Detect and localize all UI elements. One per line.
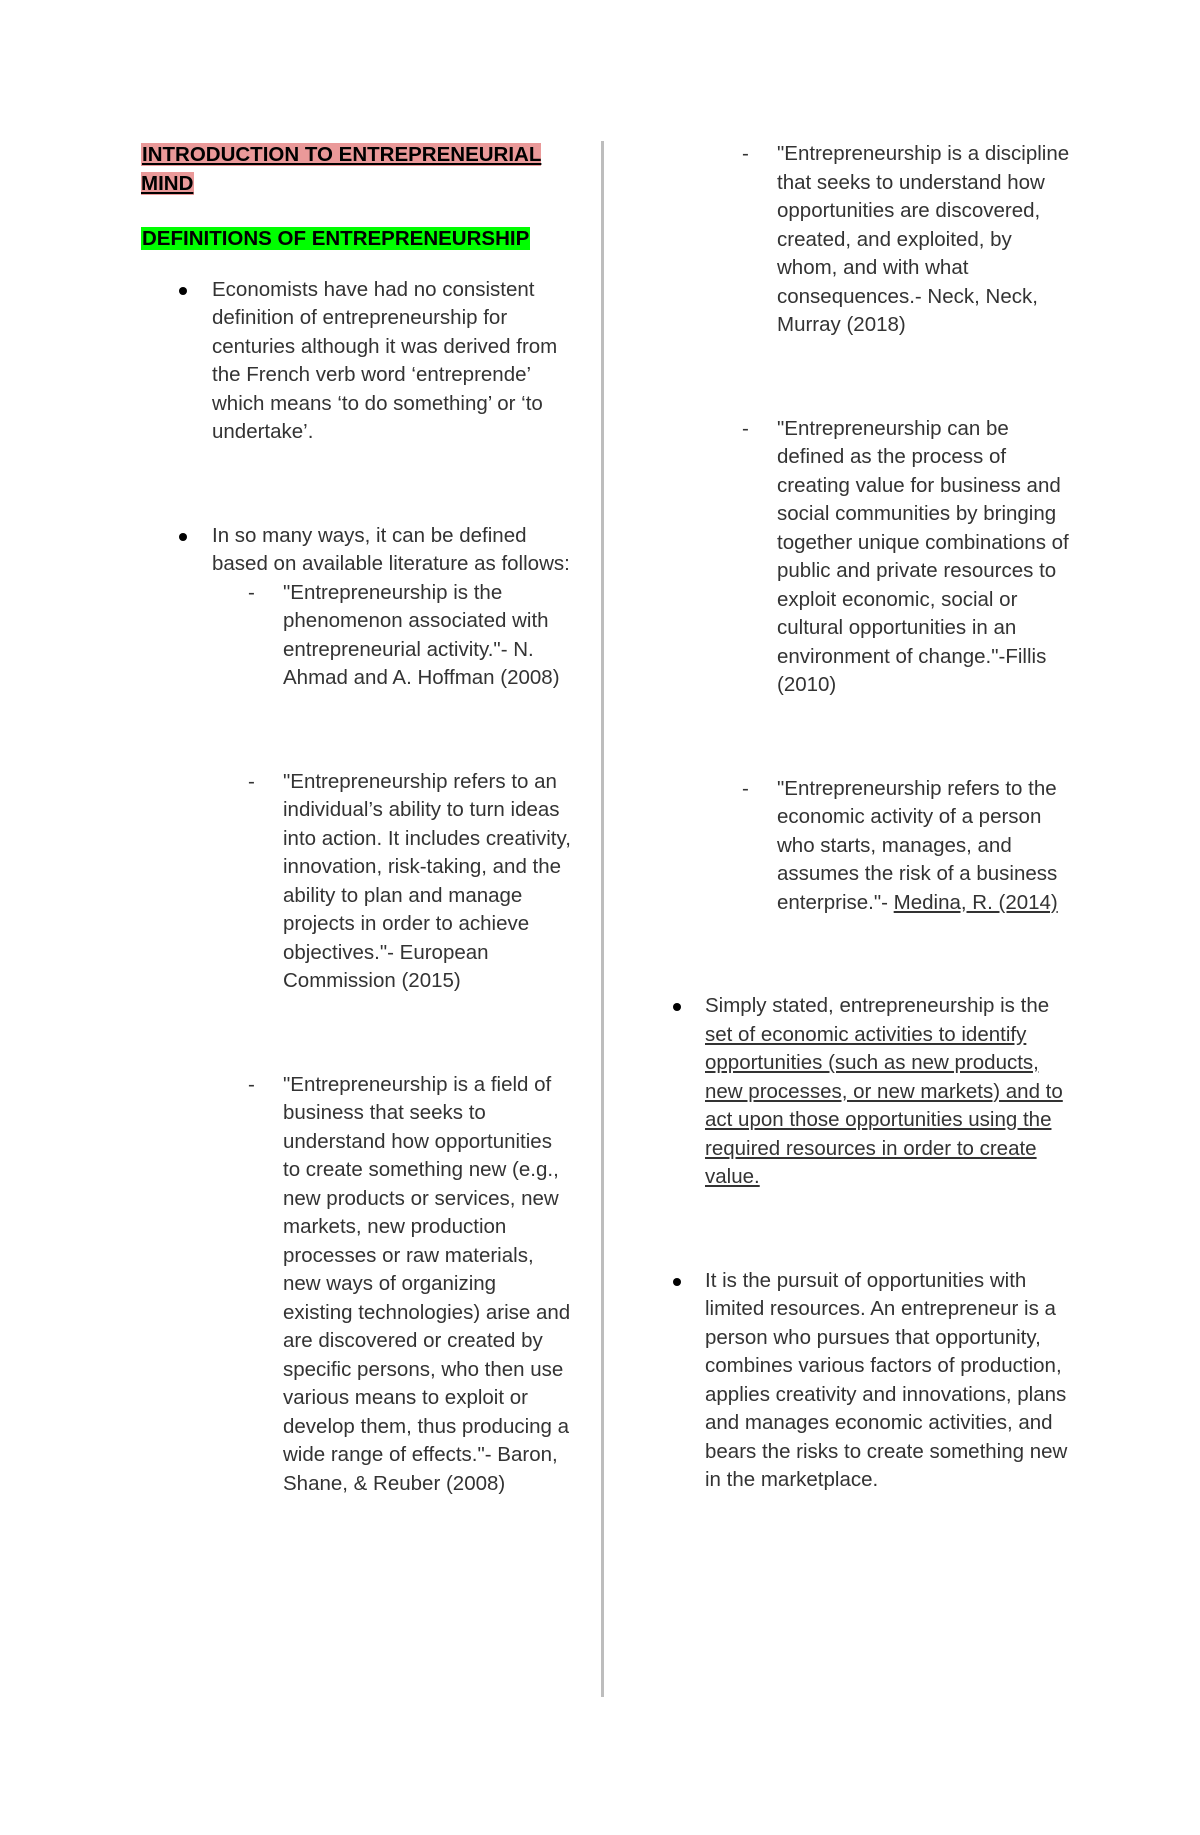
quote-item [670, 775, 1070, 918]
dash-icon: - [742, 776, 749, 800]
quote-item [141, 768, 571, 996]
quote-text: "Entrepreneurship is the phenomenon associated with entrepreneurial activity."- N. Ahmad and A. Hoffman (2008) [283, 580, 560, 689]
bullet-icon [673, 1003, 681, 1011]
title-text: INTRODUCTION TO ENTREPRENEURIAL MIND [141, 143, 542, 195]
bullet-icon [179, 533, 187, 541]
quote-item [141, 1071, 571, 1499]
citation-text: Medina, R. (2014) [893, 890, 1058, 914]
dash-icon: - [742, 416, 749, 440]
section-heading [141, 225, 571, 254]
quote-item [141, 579, 571, 693]
left-column [141, 140, 571, 1498]
quote-item [670, 140, 1070, 340]
quote-text: "Entrepreneurship can be defined as the process of creating value for business and social communities by bringing together unique combinations of public and private resources to exploit economic, social or cultural opportunities in an environment of change."-Fillis (2010) [777, 416, 1069, 696]
dash-icon: - [248, 580, 255, 604]
underlined-definition: set of economic activities to identify opportunities (such as new products, new processes, or new markets) and to act upon those opportunities using the required resources in order to create value. [705, 1022, 1063, 1188]
list-item-text: In so many ways, it can be defined based on available literature as follows: [212, 523, 570, 575]
list-item [669, 992, 1070, 1192]
list-item [141, 276, 571, 447]
page-title [141, 140, 571, 198]
bullet-icon [179, 287, 187, 295]
list-item [669, 1267, 1070, 1495]
dash-icon: - [248, 769, 255, 793]
column-divider [601, 141, 604, 1697]
quote-text: "Entrepreneurship is a discipline that seeks to understand how opportunities are discovered, created, and exploited, by whom, and with what consequences.- Neck, Neck, Murray (2018) [777, 142, 1070, 336]
list-item-text: Economists have had no consistent definition of entrepreneurship for centuries although it was derived from the French verb word ‘entreprende’ which means ‘to do something’ or ‘to undertake’. [212, 277, 558, 443]
quote-text: "Entrepreneurship refers to an individual’s ability to turn ideas into action. It includes creativity, innovation, risk-taking, and the ability to plan and manage projects in order to achieve objectives."- European Commission (2015) [283, 769, 571, 992]
right-column [670, 140, 1070, 1495]
section-heading-text: DEFINITIONS OF ENTREPRENEURSHIP [142, 227, 530, 250]
bullet-icon [673, 1278, 681, 1286]
quote-text: "Entrepreneurship refers to the economic activity of a person who starts, manages, and assumes the risk of a business enterprise."- [777, 776, 1058, 914]
list-item-text: Simply stated, entrepreneurship is the [705, 994, 1050, 1017]
list-item-text: It is the pursuit of opportunities with limited resources. An entrepreneur is a person who pursues that opportunity, combines various factors of production, applies creativity and innovations, plans and manages economic activities, and bears the risks to create something new in the marketplace. [705, 1268, 1068, 1491]
quote-item [670, 415, 1070, 700]
dash-icon: - [742, 142, 749, 165]
quote-text: "Entrepreneurship is a field of business that seeks to understand how opportunities to create something new (e.g., new products or services, new markets, new production processes or raw materials, new ways of organizing existing technologies) arise and are discovered or created by specific persons, who then use various means to exploit or develop them, thus producing a wide range of effects."- Baron, Shane, & Reuber (2008) [283, 1072, 571, 1495]
list-item [141, 522, 571, 579]
dash-icon: - [248, 1072, 255, 1096]
